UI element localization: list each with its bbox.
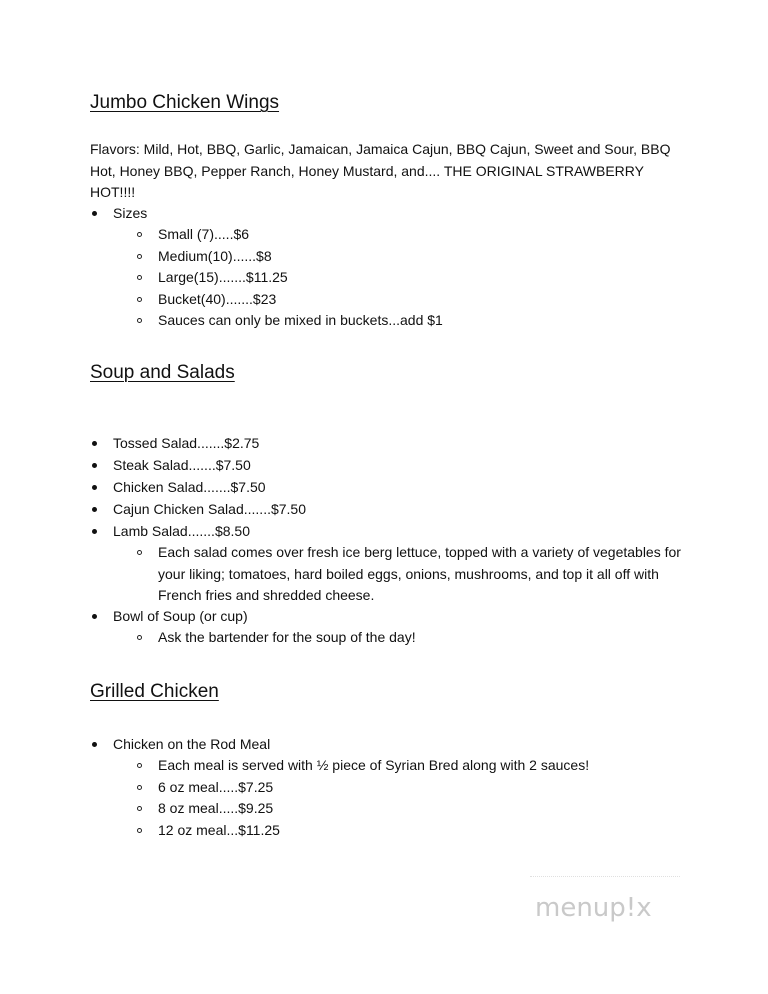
list-item: Ask the bartender for the soup of the day! — [158, 629, 416, 645]
sub-bullet — [137, 550, 142, 555]
list-item: Lamb Salad.......$8.50 — [113, 523, 250, 539]
sub-bullet — [137, 318, 142, 323]
watermark-dots — [530, 876, 680, 887]
section-heading-wings: Jumbo Chicken Wings — [90, 92, 280, 113]
bullet — [92, 507, 97, 512]
list-item: 8 oz meal.....$9.25 — [158, 800, 274, 816]
list-item: Large(15).......$11.25 — [158, 269, 288, 285]
list-item: Medium(10)......$8 — [158, 248, 272, 264]
list-item: Bucket(40).......$23 — [158, 291, 277, 307]
section-heading-salads: Soup and Salads — [90, 362, 235, 383]
wings-flavors-text: Flavors: Mild, Hot, BBQ, Garlic, Jamaican, Jamaica Cajun, BBQ Cajun, Sweet and Sour, BBQ Hot, Honey BBQ, Pepper Ranch, Honey Mustard, and.... THE ORIGINAL STRAWBERRY HOT!!!! — [90, 141, 671, 200]
list-item: Sizes — [113, 205, 148, 221]
list-item: 12 oz meal...$11.25 — [158, 822, 280, 838]
sub-bullet — [137, 828, 142, 833]
list-item: Chicken on the Rod Meal — [113, 736, 271, 752]
list-item: Sauces can only be mixed in buckets...add $1 — [158, 312, 443, 328]
bullet — [92, 614, 97, 619]
list-item: Small (7).....$6 — [158, 226, 250, 242]
list-item: 6 oz meal.....$7.25 — [158, 779, 274, 795]
bullet — [92, 463, 97, 468]
sub-bullet — [137, 785, 142, 790]
sub-bullet — [137, 763, 142, 768]
section-heading-grilled: Grilled Chicken — [90, 681, 219, 702]
bullet — [92, 742, 97, 747]
sub-bullet — [137, 806, 142, 811]
list-item: Chicken Salad.......$7.50 — [113, 479, 266, 495]
sub-bullet — [137, 232, 142, 237]
list-item: Tossed Salad.......$2.75 — [113, 435, 260, 451]
list-item: Each meal is served with ½ piece of Syrian Bred along with 2 sauces! — [158, 757, 590, 773]
bullet — [92, 529, 97, 534]
salad-description: Each salad comes over fresh ice berg lettuce, topped with a variety of vegetables for your liking; tomatoes, hard boiled eggs, onions, mushrooms, and top it all off with French fries and shredded cheese. — [158, 544, 681, 603]
sub-bullet — [137, 297, 142, 302]
bullet — [92, 211, 97, 216]
bullet — [92, 441, 97, 446]
list-item: Cajun Chicken Salad.......$7.50 — [113, 501, 307, 517]
list-item: Steak Salad.......$7.50 — [113, 457, 251, 473]
bullet — [92, 485, 97, 490]
list-item: Bowl of Soup (or cup) — [113, 608, 248, 624]
sub-bullet — [137, 635, 142, 640]
watermark-logo: menup!x — [535, 893, 652, 923]
sub-bullet — [137, 275, 142, 280]
sub-bullet — [137, 254, 142, 259]
